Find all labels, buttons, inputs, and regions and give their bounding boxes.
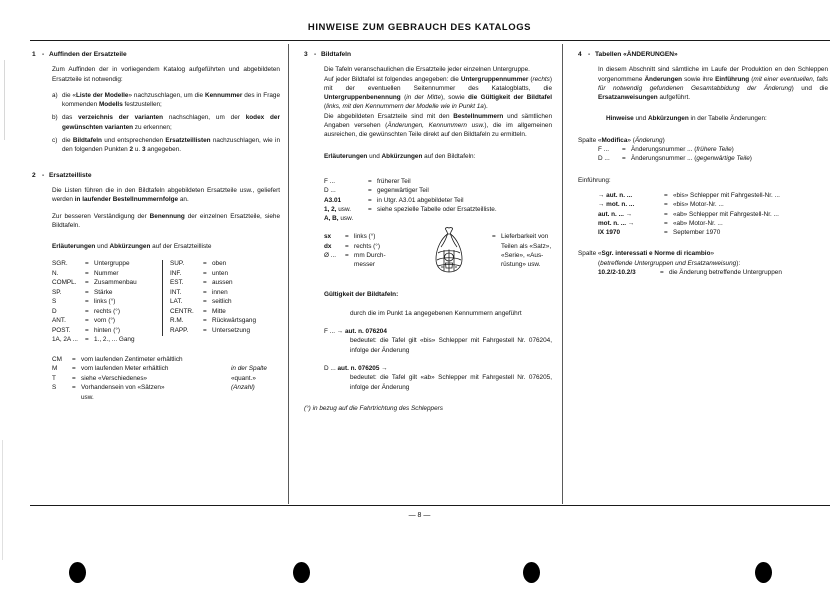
section-3-title: Bildtafeln xyxy=(321,51,352,58)
einfuehrung-value: September 1970 xyxy=(673,229,721,237)
table-row xyxy=(52,393,280,403)
abbrev-equals: = xyxy=(85,307,89,315)
abbrev-table-caption: Erläuterungen und Abkürzungen auf der Ersatzteilliste xyxy=(52,243,212,251)
abbrev-value: vom laufenden Zentimeter erhältlich xyxy=(81,355,183,363)
einfuehrung-key: aut. n. ... → xyxy=(598,210,633,218)
einfuehrung-equals: = xyxy=(664,201,668,209)
modifica-value: Änderungsnummer ... (frühere Teile) xyxy=(631,146,734,154)
table-row xyxy=(598,210,828,219)
abbrev-key: SUP. xyxy=(170,260,185,268)
section-3-number: 3 xyxy=(304,51,308,58)
legend-spacer xyxy=(492,242,501,251)
abbrev-equals: = xyxy=(72,355,76,363)
modifica-equals: = xyxy=(622,155,626,163)
table-row xyxy=(52,297,280,307)
abbrev-key: INT. xyxy=(170,288,182,296)
abbrev-value: seitlich xyxy=(212,298,232,306)
abbrev-equals: = xyxy=(72,374,76,382)
modifica-heading: Spalte «Modifica» (Änderung) xyxy=(578,136,665,144)
legend-spacer xyxy=(492,260,501,269)
modifica-equals: = xyxy=(622,146,626,154)
legend-key: dx xyxy=(324,242,332,250)
abbrev-value: vorn (°) xyxy=(94,317,116,325)
legend-key: Ø ... xyxy=(324,252,337,260)
table-row xyxy=(324,232,402,241)
legend-value: in Utgr. A3.01 abgebildeter Teil xyxy=(377,196,464,204)
legend-key: A3.01 xyxy=(324,196,342,204)
list-marker: c) xyxy=(52,137,58,145)
modifica-key: F ... xyxy=(598,146,610,154)
table-row xyxy=(52,307,280,317)
abbrev-entry-left xyxy=(52,269,162,278)
abbrev-key: COMPL. xyxy=(52,279,77,287)
abbrev-value: links (°) xyxy=(94,298,116,306)
einfuehrung-value: «ab» Schlepper mit Fahrgestell-Nr. ... xyxy=(673,210,779,218)
abbrev-key: D xyxy=(52,307,57,315)
abbrev-equals: = xyxy=(85,336,89,344)
legend-value: siehe spezielle Tabelle oder Ersatzteilliste. xyxy=(377,205,497,213)
table-row xyxy=(324,177,552,186)
legend-value xyxy=(377,214,552,223)
abbrev-equals: = xyxy=(85,279,89,287)
page-title: HINWEISE ZUM GEBRAUCH DES KATALOGS xyxy=(307,22,532,33)
abbrev-value: Nummer xyxy=(94,269,119,277)
section-4-dash: - xyxy=(588,51,591,58)
abbrev-key: INF. xyxy=(170,269,182,277)
abbrev-entry-right xyxy=(162,316,280,325)
abbrev-value: aussen xyxy=(212,279,233,287)
abbrev-key: ANT. xyxy=(52,317,66,325)
einfuehrung-key: → aut. n. ... xyxy=(598,191,633,199)
abbrev-key: S xyxy=(52,384,57,392)
abbrev-equals: = xyxy=(85,269,89,277)
einfuehrung-heading: Einführung: xyxy=(578,176,611,184)
column-2 xyxy=(304,50,552,413)
abbrev-key: EST. xyxy=(170,279,184,287)
abbrev-note: in der Spalte xyxy=(231,365,267,373)
abbrev-value: Rückwärtsgang xyxy=(212,317,257,325)
abbrev-equals: = xyxy=(203,288,207,296)
abbrev-entry-left xyxy=(52,307,162,316)
abbrev-equals: = xyxy=(203,269,207,277)
table-row xyxy=(52,374,280,384)
einfuehrung-value: «bis» Schlepper mit Fahrgestell-Nr. ... xyxy=(673,191,780,199)
sgr-value: die Änderung betreffende Untergruppen xyxy=(669,269,782,277)
legend-equals xyxy=(368,214,377,223)
legend-equals: = xyxy=(368,205,372,213)
legend-value: Lieferbarkeit von xyxy=(501,233,549,241)
modifica-key: D ... xyxy=(598,155,610,163)
table-row xyxy=(492,260,578,269)
modifica-value: Änderungsnummer ... (gegenwärtige Teile) xyxy=(631,155,752,163)
table-row xyxy=(598,200,828,209)
abbrev-value: innen xyxy=(212,288,228,296)
legend-equals: = xyxy=(368,177,372,185)
validity-case-2-text: bedeutet: die Tafel gilt «ab» Schlepper mit Fahrgestell Nr. 076205, infolge der Änderung xyxy=(350,374,552,391)
abbrev-key: CENTR. xyxy=(170,307,194,315)
list-item xyxy=(52,91,280,110)
legend-equals: = xyxy=(492,233,496,241)
list-item xyxy=(52,136,280,155)
validity-case-1-text: bedeutet: die Tafel gilt «bis» Schlepper mit Fahrgestell Nr. 076204, infolge der Änderung xyxy=(350,337,552,354)
abbrev-value: Vorhandensein von «Sätzen» xyxy=(81,384,165,392)
table-row xyxy=(324,205,552,214)
abbrev-equals: = xyxy=(85,298,89,306)
legend-value: rechts (°) xyxy=(354,242,380,250)
abbrev-value: oben xyxy=(212,260,227,268)
table-row xyxy=(598,154,828,163)
abbrev-key: POST. xyxy=(52,326,71,334)
bildtafel-legend-caption: Erläuterungen und Abkürzungen auf den Bildtafeln: xyxy=(324,152,476,160)
legend-key: F ... xyxy=(324,177,336,185)
abbrev-equals xyxy=(72,393,81,403)
abbrev-value: Zusammenbau xyxy=(94,279,137,287)
abbrev-key: S xyxy=(52,298,57,306)
section-3-para-2: Auf jeder Bildtafel ist folgendes angegeben: die Untergruppennummer (rechts) mit der eventuellen Seitennummer des Katalogblatts, die Untergruppenbenennung (in der Mitte), sowie die Gültigkeit der Bildtafel (links, mit den Kennummern der Modelle wie in Punkt 1a). xyxy=(324,75,552,111)
abbrev-equals: = xyxy=(203,326,207,334)
table-row xyxy=(52,355,280,365)
einfuehrung-key: IX 1970 xyxy=(598,229,621,237)
table-row xyxy=(598,268,828,277)
footer-rule xyxy=(30,505,830,506)
legend-value: gegenwärtiger Teil xyxy=(377,187,429,195)
header-rule xyxy=(30,40,830,41)
legend-value: rüstung» usw. xyxy=(501,261,541,269)
legend-spacer xyxy=(492,251,501,260)
legend-value: früherer Teil xyxy=(377,177,411,185)
abbrev-key: 1A, 2A ... xyxy=(52,336,78,344)
abbrev-value: siehe «Verschiedenes» xyxy=(81,374,148,382)
abbrev-entry-right xyxy=(162,288,280,297)
page-number: — 8 — xyxy=(408,512,431,519)
table-row xyxy=(52,383,280,393)
list-text: die «Liste der Modelle» nachzuschlagen, um die Kennummer des in Frage kommenden Modells festzustellen; xyxy=(62,91,281,109)
table-row xyxy=(598,145,828,154)
section-4-para-1: In diesem Abschnitt sind sämtliche im Laufe der Produktion en den Schleppen vorgenommene Änderungen sowie ihre Einführung (mit einer eventuellen, falls für notwendig gefundenen Gesamtabbidung der Änderung) und die Ersatzanweisungen aufgeführt. xyxy=(598,66,828,102)
abbrev-key: R.M. xyxy=(170,317,184,325)
einfuehrung-value: «ab» Motor-Nr. ... xyxy=(673,219,723,227)
legend-key: A, B, usw. xyxy=(324,215,354,223)
registration-dot xyxy=(293,562,310,583)
abbrev-note xyxy=(225,393,280,403)
section-4-heading xyxy=(578,50,828,59)
legend-value: Teilen als «Satz», xyxy=(501,242,552,250)
abbrev-equals: = xyxy=(203,317,207,325)
sgr-equals: = xyxy=(660,269,664,277)
sgr-heading: Spalte «Sgr. interessati e Norme di ricambio» xyxy=(578,250,715,258)
table-row xyxy=(324,242,402,251)
section-3-para-1: Die Tafeln veranschaulichen die Ersatzteile jeder einzelnen Untergruppe. xyxy=(324,66,530,74)
side-legend-right xyxy=(492,232,578,269)
scan-edge-mark xyxy=(4,60,5,140)
einfuehrung-key: → mot. n. ... xyxy=(598,201,635,209)
abbrev-value: hinten (°) xyxy=(94,326,120,334)
abbrev-key xyxy=(52,393,72,403)
legend-key: 1, 2, usw. xyxy=(324,205,352,213)
abbrev-value: 1., 2., ... Gang xyxy=(94,336,135,344)
abbrev-equals: = xyxy=(203,298,207,306)
abbrev-equals: = xyxy=(203,260,207,268)
validity-case-2-key: D ... aut. n. 076205 → xyxy=(324,364,388,372)
abbrev-value: usw. xyxy=(81,393,94,401)
scan-edge-mark-lower xyxy=(2,440,3,560)
section-4-number: 4 xyxy=(578,51,582,58)
section-1-title: Auffinden der Ersatzteile xyxy=(49,51,127,58)
abbrev-value: rechts (°) xyxy=(94,307,120,315)
validity-case-1-key: F ... → aut. n. 076204 xyxy=(324,328,387,336)
column-3 xyxy=(578,50,828,277)
table-row xyxy=(324,214,552,223)
table-row xyxy=(598,191,828,200)
einfuehrung-key: mot. n. ... → xyxy=(598,219,635,227)
einfuehrung-equals: = xyxy=(664,210,668,218)
abbrev-key: CM xyxy=(52,355,62,363)
table-row xyxy=(52,335,280,345)
einfuehrung-equals: = xyxy=(664,219,668,227)
abbrev-key: RAPP. xyxy=(170,326,189,334)
table-row xyxy=(324,196,552,205)
abbrev-equals: = xyxy=(203,279,207,287)
sgr-key: 10.2/2-10.2/3 xyxy=(598,269,636,277)
section-4-title: Tabellen «ÄNDERUNGEN» xyxy=(595,51,678,58)
legend-equals: = xyxy=(345,233,349,241)
section-1-intro: Zum Auffinden der in vorliegendem Katalog aufgeführten und abgebildeten Ersatzteile ist notwendig: xyxy=(52,66,280,83)
section-1-dash: - xyxy=(42,51,45,58)
legend-equals: = xyxy=(368,187,372,195)
abbrev-value: Untergruppe xyxy=(94,260,130,268)
abbrev-equals: = xyxy=(85,288,89,296)
registration-dot xyxy=(523,562,540,583)
table-row xyxy=(324,186,552,195)
abbrev-entry-right xyxy=(162,269,280,278)
abbrev-key: SGR. xyxy=(52,260,68,268)
abbrev-key: T xyxy=(52,374,56,382)
section-4-para-2: Hinweise und Abkürzungen in der Tabelle Änderungen: xyxy=(606,115,767,123)
section-2-para-1: Die Listen führen die in den Bildtafeln abgebildeten Ersatzteile usw., geliefert werden in laufender Bestellnummernfolge an. xyxy=(52,186,280,204)
abbrev-key: LAT. xyxy=(170,298,183,306)
abbreviation-table xyxy=(52,259,280,345)
legend-value: «Serie», «Aus- xyxy=(501,252,544,260)
abbrev-entry-right xyxy=(162,259,280,268)
legend-equals: = xyxy=(345,242,349,250)
abbrev-value: Untersetzung xyxy=(212,326,251,334)
list-marker: b) xyxy=(52,114,58,122)
legend-equals: = xyxy=(368,196,372,204)
list-text: die Bildtafeln und entsprechenden Ersatzteillisten nachzuschlagen, wie in den folgenden Punkten 2 u. 3 angegeben. xyxy=(62,137,280,154)
legend-value: links (°) xyxy=(354,233,376,241)
einfuehrung-equals: = xyxy=(664,191,668,199)
abbrev-entry-right xyxy=(162,326,280,335)
legend-key: D ... xyxy=(324,187,336,195)
section-2-dash: - xyxy=(42,171,45,179)
abbrev-entry-left xyxy=(52,278,162,287)
abbrev-value: vom laufenden Meter erhältlich xyxy=(81,365,169,373)
section-3-para-3: Die abgebildeten Ersatzteile sind mit den Bestellnummern und sämtlichen Angaben versehen (Änderungen, Kennummern usw.), die im allgemeinen ausreichen, die gewünschten Teile direkt auf den Bildtafeln zu ermitteln. xyxy=(324,112,552,139)
abbrev-key: M xyxy=(52,365,58,373)
abbrev-entry-left xyxy=(52,288,162,297)
list-item xyxy=(52,113,280,132)
abbrev-note: (Anzahl) xyxy=(231,384,255,392)
abbrev-note xyxy=(225,355,280,365)
table-row xyxy=(52,259,280,269)
table-row xyxy=(598,219,828,228)
abbrev-value: Stärke xyxy=(94,288,113,296)
abbrev-table-divider xyxy=(162,260,163,336)
abbrev-equals: = xyxy=(203,307,207,315)
table-row xyxy=(52,326,280,336)
abbrev-equals: = xyxy=(85,326,89,334)
validity-heading: Gültigkeit der Bildtafeln: xyxy=(324,291,399,299)
abbrev-equals: = xyxy=(85,317,89,325)
abbrev-entry-right xyxy=(162,307,280,316)
abbreviation-table-2 xyxy=(52,355,280,403)
abbrev-entry-left xyxy=(52,326,162,335)
section-1-number: 1 xyxy=(32,51,36,58)
abbrev-note: «quant.» xyxy=(231,374,256,382)
parts-bag-icon xyxy=(428,226,470,278)
table-row xyxy=(52,364,280,374)
table-row xyxy=(492,242,578,251)
legend-value-continued: messer xyxy=(354,261,375,269)
abbrev-entry-left xyxy=(52,335,162,344)
bildtafel-legend-table xyxy=(324,177,552,223)
list-text: das verzeichnis der varianten nachschlagen, um der kodex der gewünschten varianten zu erkennen; xyxy=(62,114,280,131)
registration-dot xyxy=(69,562,86,583)
abbrev-key: N. xyxy=(52,269,59,277)
abbrev-equals: = xyxy=(72,365,76,373)
abbrev-value: Mitte xyxy=(212,307,226,315)
abbrev-entry-left xyxy=(52,297,162,306)
abbrev-key: SP. xyxy=(52,288,62,296)
section-2-title: Ersatzteilliste xyxy=(49,171,92,179)
abbrev-equals: = xyxy=(85,260,89,268)
abbrev-equals: = xyxy=(72,384,76,392)
modifica-table xyxy=(598,145,828,164)
table-row xyxy=(492,251,578,260)
registration-dot xyxy=(755,562,772,583)
legend-value: mm Durch- xyxy=(354,252,386,260)
table-row xyxy=(324,251,402,260)
abbrev-entry-left xyxy=(52,259,162,268)
abbrev-entry-right xyxy=(162,297,280,306)
abbrev-entry-left xyxy=(52,316,162,325)
section-1-heading xyxy=(32,50,280,59)
sgr-subheading: (betreffende Untergruppen und Ersatzanweisung): xyxy=(598,259,741,267)
table-row xyxy=(52,316,280,326)
table-row xyxy=(52,269,280,279)
section-2-para-2: Zur besseren Verständigung der Benennung der einzelnen Ersatzteile, siehe Bildtafeln. xyxy=(52,212,281,229)
sgr-table xyxy=(598,268,828,277)
section-2-heading xyxy=(32,171,280,180)
list-marker: a) xyxy=(52,91,58,99)
legend-key: sx xyxy=(324,233,332,241)
section-3-heading xyxy=(304,50,552,59)
legend-equals: = xyxy=(345,252,349,260)
table-row xyxy=(52,278,280,288)
einfuehrung-value: «bis» Motor-Nr. ... xyxy=(673,201,724,209)
column-divider-1 xyxy=(288,44,289,504)
side-legend-left xyxy=(324,232,402,269)
table-row xyxy=(492,232,578,241)
column-1 xyxy=(32,50,280,402)
section-3-dash: - xyxy=(314,51,317,58)
abbrev-entry-right xyxy=(162,278,280,287)
table-row xyxy=(598,228,828,237)
column-divider-2 xyxy=(562,44,563,504)
abbrev-value: unten xyxy=(212,269,228,277)
section-2-number: 2 xyxy=(32,171,36,179)
table-row xyxy=(52,288,280,298)
column-2-footnote: (°) in bezug auf die Fahrtrichtung des Schleppers xyxy=(304,404,443,412)
einfuehrung-equals: = xyxy=(664,229,668,237)
side-legend-block xyxy=(324,232,552,278)
validity-intro: durch die im Punkt 1a angegebenen Kennummern angeführt xyxy=(350,309,522,317)
einfuehrung-table xyxy=(598,191,828,237)
